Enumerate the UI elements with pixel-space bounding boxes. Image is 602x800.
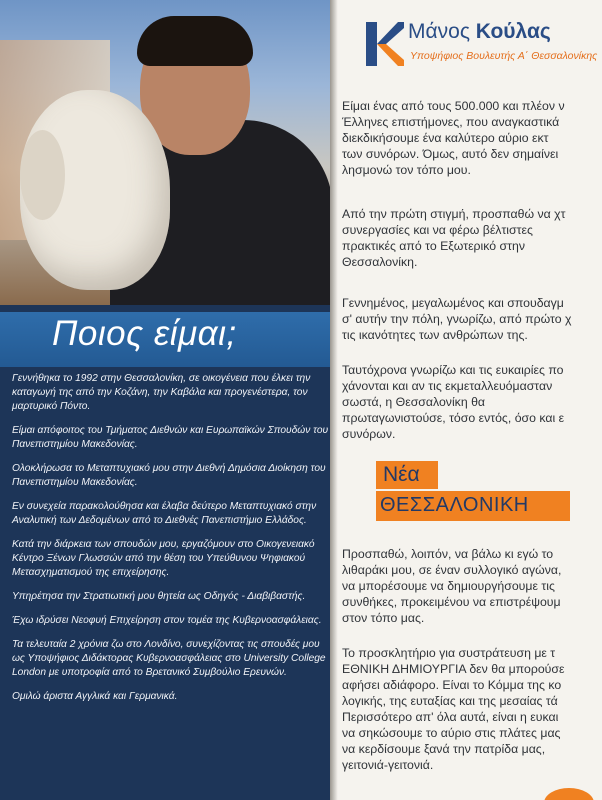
paragraph-3	[342, 295, 602, 343]
text-line: σ' αυτήν την πόλη, γνωρίζω, από πρώτο χ	[342, 312, 572, 326]
text-line: των συνόρων. Όμως, αυτό δεν σημαίνει	[342, 147, 559, 161]
text-line: λιθαράκι μου, σε έναν συλλογικό αγώνα,	[342, 563, 562, 577]
candidate-subtitle: Υποψήφιος Βουλευτής Α΄ Θεσσαλονίκης	[410, 50, 598, 62]
bio-list	[12, 372, 330, 714]
logo-k-icon	[364, 20, 404, 68]
bio-heading: Ποιος είμαι;	[52, 314, 237, 353]
text-line: πρακτικές από το Εξωτερικό στην	[342, 239, 525, 253]
text-line: Θεσσαλονίκη.	[342, 255, 418, 269]
text-line: λογικής, της ευταξίας και της μεσαίας τά	[342, 694, 558, 708]
text-line: γειτονιά-γειτονιά.	[342, 758, 434, 772]
bio-paragraph: Είμαι απόφοιτος του Τμήματος Διεθνών και Ευρωπαϊκών Σπουδών του Πανεπιστημίου Μακεδονίας.	[12, 425, 329, 450]
text-line: Γεννημένος, μεγαλωμένος και σπουδαγμ	[342, 296, 564, 310]
candidate-name	[408, 20, 551, 44]
text-line: συνεργασίες και να φέρω βέλτιστες	[342, 223, 533, 237]
text-line: Το προσκλητήριο για συστράτευση με τ	[342, 646, 556, 660]
text-line: Περισσότερο απ' όλα αυτά, είναι η ευκαι	[342, 710, 559, 724]
text-line: Ταυτόχρονα γνωρίζω και τις ευκαιρίες πο	[342, 363, 564, 377]
text-line: Είμαι ένας από τους 500.000 και πλέον ν	[342, 99, 565, 113]
text-line: να μπορέσουμε να δημιουργήσουμε τις	[342, 579, 555, 593]
right-panel	[338, 0, 602, 800]
paragraph-4	[342, 362, 602, 442]
paragraph-1	[342, 98, 602, 178]
candidate-last-name: Κούλας	[475, 20, 551, 43]
thessaloniki-label-box	[376, 491, 570, 521]
text-line: Έλληνες επιστήμονες, που αναγκαστικά	[342, 115, 560, 129]
text-line: Από την πρώτη στιγμή, προσπαθώ να χτ	[342, 207, 566, 221]
text-line: να κερδίσουμε ξανά την πατρίδα μας,	[342, 742, 546, 756]
text-line: Προσπαθώ, λοιπόν, να βάλω κι εγώ το	[342, 547, 554, 561]
bio-paragraph: Γεννήθηκα το 1992 στην Θεσσαλονίκη, σε οικογένεια που έλκει την καταγωγή της από την Κοζάνη, την Καβάλα και προγενέστερα, τον μαρτυρικό Πόντο.	[12, 373, 311, 412]
text-line: συνόρων.	[342, 427, 396, 441]
text-line: πρωταγωνιστούσε, τόσο εντός, όσο και ε	[342, 411, 565, 425]
text-line: συνθήκες, προκειμένου να επιστρέψουμ	[342, 595, 561, 609]
nea-label: Νέα	[383, 463, 420, 486]
decorative-orange-shape	[544, 788, 594, 800]
text-line: τις ικανότητες των ανθρώπων της.	[342, 328, 528, 342]
text-line: λησμονώ τον τόπο μου.	[342, 163, 471, 177]
nea-label-box	[376, 461, 438, 489]
paragraph-5	[342, 546, 602, 626]
bio-paragraph: Εν συνεχεία παρακολούθησα και έλαβα δεύτερο Μεταπτυχιακό στην Αναλυτική των Δεδομένων από το Διεθνές Πανεπιστήμιο Ελλάδος.	[12, 501, 317, 526]
text-line: στον τόπο μας.	[342, 611, 425, 625]
bio-paragraph: Υπηρέτησα την Στρατιωτική μου θητεία ως Οδηγός - Διαβιβαστής.	[12, 591, 306, 602]
candidate-photo	[0, 0, 333, 305]
text-line: σωστά, η Θεσσαλονίκη θα	[342, 395, 486, 409]
candidate-first-name: Μάνος	[408, 20, 470, 43]
bio-paragraph: Κατά την διάρκεια των σπουδών μου, εργαζόμουν στο Οικογενειακό Κέντρο Ξένων Γλωσσών από την θέση του Υπεύθυνου Ψηφιακού Μετασχηματισμού της επιχείρησης.	[12, 539, 315, 578]
thessaloniki-label: ΘΕΣΣΑΛΟΝΙΚΗ	[380, 494, 529, 516]
photo-dog-ear	[20, 130, 65, 220]
page-fold	[330, 0, 338, 800]
text-line: ΕΘΝΙΚΗ ΔΗΜΙΟΥΡΓΙΑ δεν θα μπορούσε	[342, 662, 565, 676]
text-line: αφήσει αδιάφορο. Είναι το Κόμμα της κο	[342, 678, 562, 692]
bio-paragraph: Ολοκλήρωσα το Μεταπτυχιακό μου στην Διεθνή Δημόσια Διοίκηση του Πανεπιστημίου Μακεδονίας.	[12, 463, 326, 488]
text-line: διεκδικήσουμε ένα καλύτερο αύριο εκτ	[342, 131, 549, 145]
bio-paragraph: Τα τελευταία 2 χρόνια ζω στο Λονδίνο, συνεχίζοντας τις σπουδές μου ως Υποψήφιος Διδάκτορας Κυβερνοασφάλειας στο University College London με υποτροφία από το Βρετανικό Συμβούλιο Ερευνών.	[12, 639, 326, 678]
text-line: χάνονται και αν τις εκμεταλλευόμασταν	[342, 379, 553, 393]
bio-heading-banner	[0, 312, 333, 367]
paragraph-2	[342, 206, 602, 270]
bio-paragraph: Ομιλώ άριστα Αγγλικά και Γερμανικά.	[12, 691, 178, 702]
text-line: να σηκώσουμε το αύριο στις πλάτες μας	[342, 726, 561, 740]
paragraph-6	[342, 645, 602, 773]
bio-paragraph: Έχω ιδρύσει Νεοφυή Επιχείρηση στον τομέα της Κυβερνοασφάλειας.	[12, 615, 322, 626]
photo-hair	[137, 16, 253, 66]
